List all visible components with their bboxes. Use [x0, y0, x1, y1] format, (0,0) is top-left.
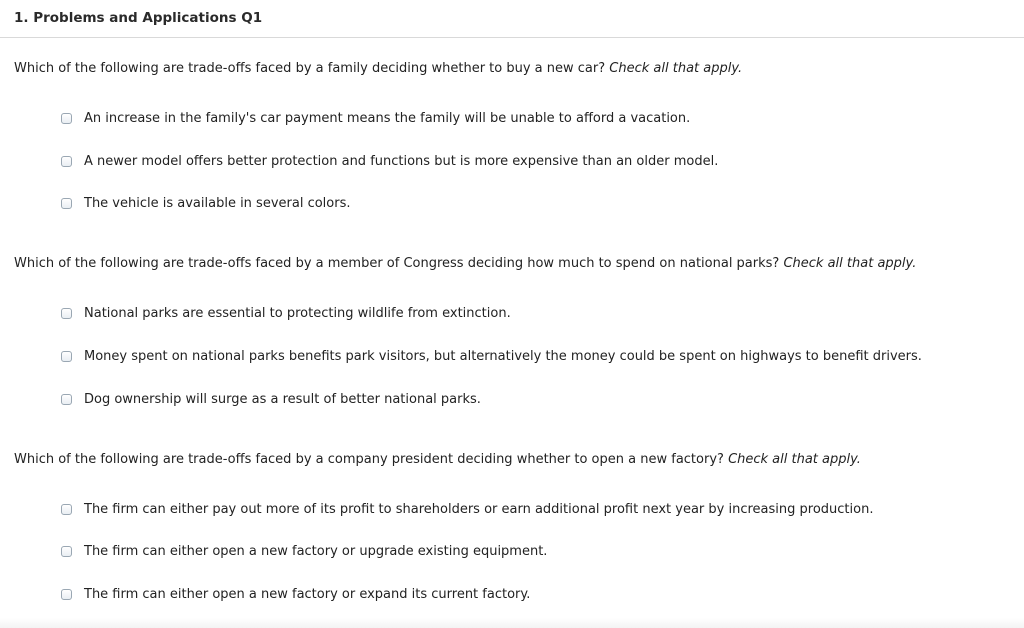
option-label[interactable]: The vehicle is available in several colors.: [84, 195, 351, 211]
option-label[interactable]: An increase in the family's car payment means the family will be unable to afford a vacation.: [84, 110, 691, 126]
question-3-option-1[interactable]: [61, 500, 873, 518]
question-3-prompt: [14, 452, 861, 467]
checkbox-icon[interactable]: [61, 589, 72, 600]
checkbox-icon[interactable]: [61, 156, 72, 167]
question-2-option-2[interactable]: [61, 347, 922, 365]
question-2-prompt: [14, 256, 916, 271]
option-label[interactable]: The firm can either open a new factory or expand its current factory.: [84, 586, 531, 602]
option-label[interactable]: The firm can either open a new factory or upgrade existing equipment.: [84, 543, 548, 559]
checkbox-icon[interactable]: [61, 198, 72, 209]
option-label[interactable]: The firm can either pay out more of its profit to shareholders or earn additional profit next year by increasing production.: [84, 501, 874, 517]
option-label[interactable]: Money spent on national parks benefits park visitors, but alternatively the money could be spent on highways to benefit drivers.: [84, 348, 922, 364]
question-1-option-2[interactable]: [61, 152, 718, 170]
question-instruction: Check all that apply.: [728, 452, 861, 467]
bottom-fade: [0, 618, 1024, 628]
question-2-option-3[interactable]: [61, 390, 481, 408]
title-divider: [0, 37, 1024, 38]
question-3-option-2[interactable]: [61, 542, 547, 560]
option-label[interactable]: National parks are essential to protecting wildlife from extinction.: [84, 305, 511, 321]
question-text: Which of the following are trade-offs faced by a member of Congress deciding how much to spend on national parks?: [14, 256, 780, 271]
option-label[interactable]: A newer model offers better protection and functions but is more expensive than an older model.: [84, 153, 719, 169]
question-text: Which of the following are trade-offs faced by a family deciding whether to buy a new car?: [14, 61, 606, 76]
checkbox-icon[interactable]: [61, 351, 72, 362]
checkbox-icon[interactable]: [61, 504, 72, 515]
option-label[interactable]: Dog ownership will surge as a result of better national parks.: [84, 391, 481, 407]
question-instruction: Check all that apply.: [783, 256, 917, 271]
question-1-option-3[interactable]: [61, 194, 351, 212]
question-text: Which of the following are trade-offs faced by a company president deciding whether to open a new factory?: [14, 452, 724, 467]
checkbox-icon[interactable]: [61, 394, 72, 405]
question-instruction: Check all that apply.: [609, 61, 743, 76]
checkbox-icon[interactable]: [61, 308, 72, 319]
question-2-option-1[interactable]: [61, 304, 511, 322]
question-1-option-1[interactable]: [61, 109, 690, 127]
checkbox-icon[interactable]: [61, 546, 72, 557]
page-title: 1. Problems and Applications Q1: [14, 10, 263, 26]
question-1-prompt: [14, 61, 742, 76]
question-3-option-3[interactable]: [61, 585, 530, 603]
checkbox-icon[interactable]: [61, 113, 72, 124]
